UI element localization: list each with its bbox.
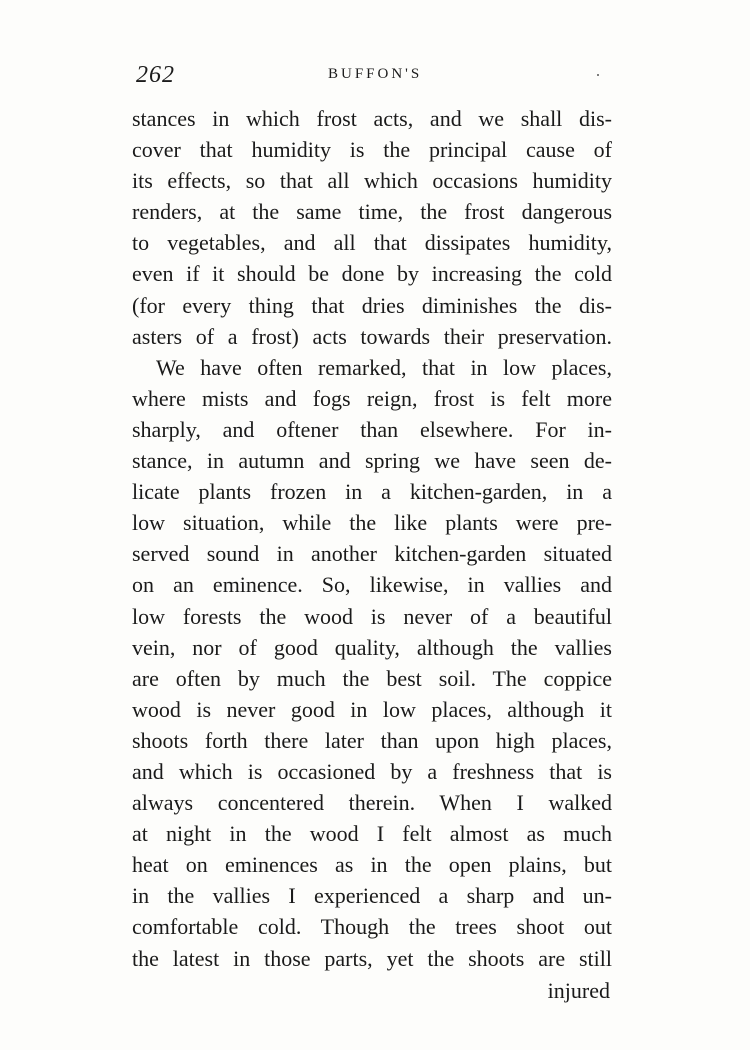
text-line: always concentered therein. When I walked xyxy=(132,790,612,816)
text-line: heat on eminences as in the open plains, but xyxy=(132,852,612,878)
text-line: low forests the wood is never of a beautiful xyxy=(132,603,612,629)
text-line: sharply, and oftener than elsewhere. For in- xyxy=(132,416,612,442)
text-line: where mists and fogs reign, frost is felt more xyxy=(132,385,612,411)
page-header xyxy=(136,62,612,90)
paragraph-start-line: We have often remarked, that in low places, xyxy=(156,354,612,380)
text-line: on an eminence. So, likewise, in vallies and xyxy=(132,572,612,598)
text-line: comfortable cold. Though the trees shoot out xyxy=(132,914,612,940)
text-line: served sound in another kitchen-garden situated xyxy=(132,541,612,567)
text-line: in the vallies I experienced a sharp and un- xyxy=(132,883,612,909)
text-line: licate plants frozen in a kitchen-garden, in a xyxy=(132,479,612,505)
page-number: 262 xyxy=(136,62,175,88)
text-line: renders, at the same time, the frost dangerous xyxy=(132,199,612,225)
running-head: BUFFON'S xyxy=(328,66,423,82)
text-line: cover that humidity is the principal cause of xyxy=(132,137,612,163)
text-line: wood is never good in low places, although it xyxy=(132,696,612,722)
body-text xyxy=(132,103,612,974)
text-line: its effects, so that all which occasions humidity xyxy=(132,168,612,194)
catchword: injured xyxy=(547,978,610,1003)
text-line: shoots forth there later than upon high places, xyxy=(132,727,612,753)
text-line: the latest in those parts, yet the shoots are still xyxy=(132,945,612,971)
text-line: are often by much the best soil. The coppice xyxy=(132,665,612,691)
text-line: and which is occasioned by a freshness that is xyxy=(132,758,612,784)
text-line: stances in which frost acts, and we shall dis- xyxy=(132,106,612,131)
text-line: vein, nor of good quality, although the vallies xyxy=(132,634,612,660)
text-line: asters of a frost) acts towards their preservation. xyxy=(132,323,612,349)
text-line: to vegetables, and all that dissipates humidity, xyxy=(132,230,612,256)
text-line: at night in the wood I felt almost as much xyxy=(132,821,612,847)
text-line: (for every thing that dries diminishes the dis- xyxy=(132,292,612,318)
text-line: low situation, while the like plants were pre- xyxy=(132,510,612,536)
text-line: stance, in autumn and spring we have seen de- xyxy=(132,448,612,474)
text-line: even if it should be done by increasing the cold xyxy=(132,261,612,287)
